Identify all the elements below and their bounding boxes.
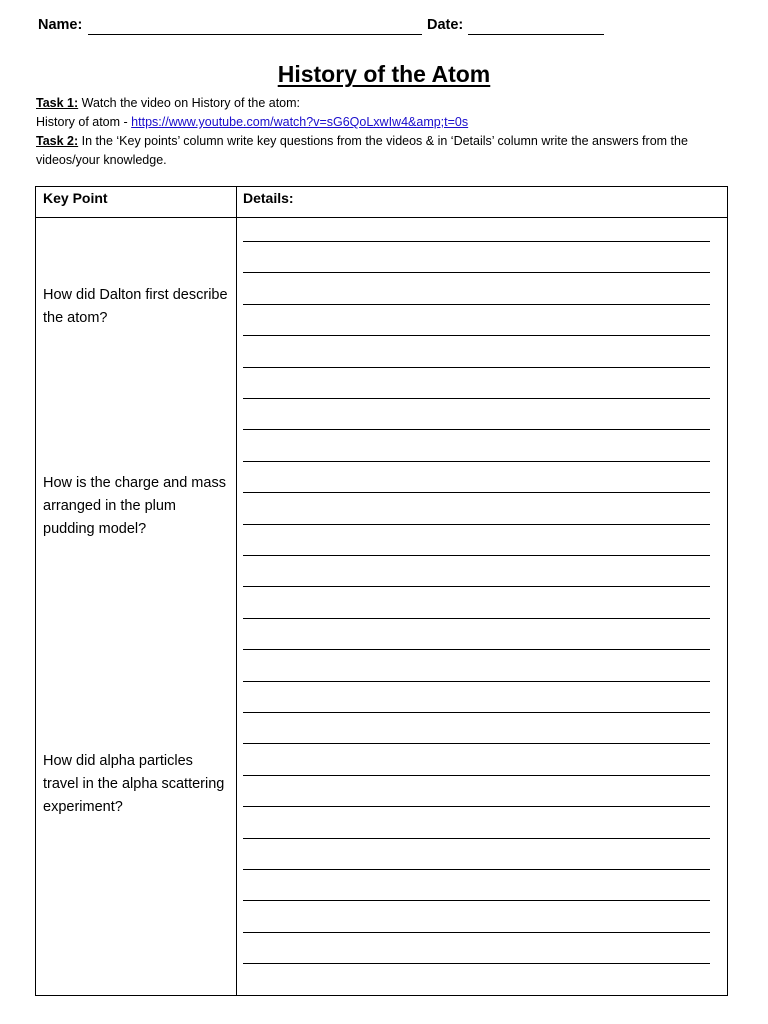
answer-line[interactable] xyxy=(243,806,710,807)
date-blank-line[interactable] xyxy=(468,34,604,35)
name-blank-line[interactable] xyxy=(88,34,422,35)
key-point-header: Key Point xyxy=(43,190,108,206)
answer-line[interactable] xyxy=(243,681,710,682)
task1-line xyxy=(36,94,736,113)
task2-label: Task 2: xyxy=(36,134,79,148)
task1-label: Task 1: xyxy=(36,96,79,110)
video-prefix: History of atom - xyxy=(36,115,132,129)
answer-line[interactable] xyxy=(243,555,710,556)
task1-text: Watch the video on History of the atom: xyxy=(78,96,301,110)
answer-line[interactable] xyxy=(243,398,710,399)
answer-line[interactable] xyxy=(243,304,710,305)
answer-line[interactable] xyxy=(243,900,710,901)
video-link[interactable]: https://www.youtube.com/watch?v=sG6QoLxwIw4&amp;t=0s xyxy=(131,115,469,129)
answer-line[interactable] xyxy=(243,461,710,462)
answer-line[interactable] xyxy=(243,649,710,650)
header-separator xyxy=(36,217,727,218)
answer-line[interactable] xyxy=(243,241,710,242)
answer-line[interactable] xyxy=(243,367,710,368)
name-label: Name: xyxy=(38,17,83,33)
answer-line[interactable] xyxy=(243,838,710,839)
column-divider xyxy=(236,187,237,995)
answer-line[interactable] xyxy=(243,272,710,273)
video-line xyxy=(36,113,736,132)
question-dalton: How did Dalton first describe the atom? xyxy=(43,287,228,326)
answer-line[interactable] xyxy=(243,492,710,493)
date-label: Date: xyxy=(427,17,464,33)
answer-line[interactable] xyxy=(243,869,710,870)
details-header: Details: xyxy=(243,190,294,206)
answer-line[interactable] xyxy=(243,963,710,964)
answer-line[interactable] xyxy=(243,932,710,933)
answer-line[interactable] xyxy=(243,618,710,619)
task2-text: In the ‘Key points’ column write key questions from the videos & in ‘Details’ column write the answers from the videos/your knowledge. xyxy=(36,134,688,167)
answer-line[interactable] xyxy=(243,712,710,713)
answer-line[interactable] xyxy=(243,775,710,776)
answer-line[interactable] xyxy=(243,429,710,430)
answer-line[interactable] xyxy=(243,586,710,587)
answer-line[interactable] xyxy=(243,335,710,336)
question-plum-pudding: How is the charge and mass arranged in the plum pudding model? xyxy=(43,475,226,537)
answer-line[interactable] xyxy=(243,743,710,744)
answer-line[interactable] xyxy=(243,524,710,525)
instructions xyxy=(36,94,736,170)
question-alpha-scattering: How did alpha particles travel in the alpha scattering experiment? xyxy=(43,753,225,815)
page-title: History of the Atom xyxy=(277,61,491,87)
task2-line xyxy=(36,132,736,170)
notes-table xyxy=(35,186,728,996)
